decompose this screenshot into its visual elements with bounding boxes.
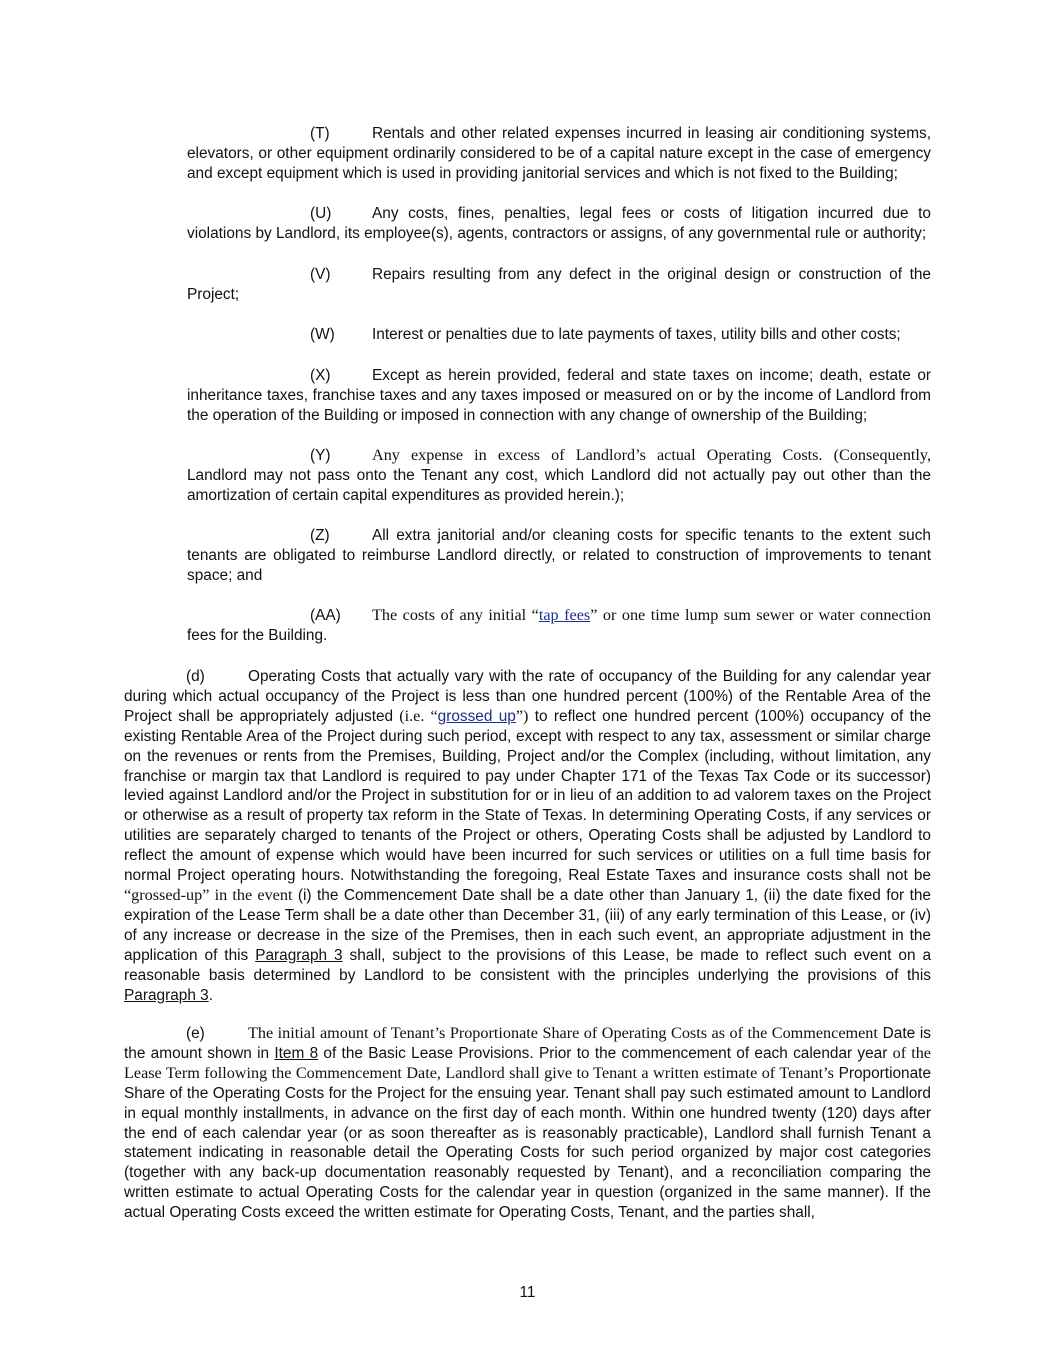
- paragraph-e-text-b: Date is the amount shown in: [124, 1025, 932, 1062]
- item-8-reference[interactable]: Item 8: [274, 1044, 319, 1062]
- page-number: 11: [519, 1284, 536, 1301]
- item-v-text: Repairs resulting from any defect in the original design or construction of the Project;: [187, 266, 931, 303]
- tap-fees-link[interactable]: tap fees: [538, 606, 591, 624]
- item-z-label: (Z): [310, 527, 330, 544]
- item-y-label: (Y): [310, 447, 331, 464]
- paragraph-d-text-f: (i) the Commencement Date shall be a date other than January 1, (ii) the date fixed for the expiration of the Lease Term shall be a date other than December 31, (iii) of any early termination of this Lease, or (iv) of any increase or decrease in the size of the Premises, then in each such event, an appropriate adjustment in the application of this: [124, 886, 931, 964]
- paragraph-3-reference[interactable]: Paragraph 3: [255, 946, 343, 964]
- item-z-text: All extra janitorial and/or cleaning costs for specific tenants to the extent such tenants are obligated to reimburse Landlord directly, or related to construction of improvements to tenant space; and: [187, 527, 931, 584]
- paragraph-e: [124, 1024, 931, 1223]
- item-t: [187, 124, 931, 184]
- item-aa-text-b: ” or one time lump sum sewer or water connection: [590, 606, 931, 624]
- paragraph-d-text-d: to reflect one hundred percent (100%) occupancy of the existing Rentable Area of the Project during such period, except with respect to any tax, assessment or similar charge on the revenues or rents from the Premises, Building, Project and/or the Complex (including, without limitation, any franchise or margin tax that Landlord is required to pay under Chapter 171 of the Texas Tax Code or its successor) levied against Landlord and/or the Project in substitution for or in lieu of an addition to ad valorem taxes on the Project or otherwise as a result of property tax reform in the State of Texas. In determining Operating Costs, if any services or utilities are separately charged to tenants of the Project or others, Operating Costs shall be adjusted by Landlord to reflect the amount of expense which would have been incurred for such services or utilities on a full time basis for normal Project operating hours. Notwithstanding the foregoing, Real Estate Taxes and insurance costs shall not be: [124, 707, 931, 885]
- item-y: [187, 446, 931, 506]
- paragraph-d-text-b: (i.e. “: [393, 706, 438, 725]
- paragraph-e-label: (e): [186, 1025, 205, 1042]
- paragraph-d-text-g: shall, subject to the provisions of this Lease, be made to reflect such event on a reasonable basis determined by Landlord to be consistent with the principles underlying the provisions of this: [124, 946, 932, 984]
- paragraph-e-text-a: The initial amount of Tenant’s Proportionate Share of Operating Costs as of the Commencement: [248, 1024, 878, 1042]
- item-w: [187, 325, 931, 345]
- paragraph-d-text-e: “grossed-up” in the event: [124, 885, 293, 904]
- item-u-label: (U): [310, 205, 332, 222]
- paragraph-d-text-a: Operating Costs that actually vary with the rate of occupancy of the Building for any calendar year during which actual occupancy of the Project is less than one hundred percent (100%) of the Rentable Area of the Project shall be appropriately adjusted: [124, 668, 931, 725]
- item-u: [187, 204, 931, 244]
- item-v-label: (V): [310, 266, 331, 283]
- item-u-text: Any costs, fines, penalties, legal fees or costs of litigation incurred due to violations by Landlord, its employee(s), agents, contractors or assigns, of any governmental rule or authority;: [187, 205, 931, 242]
- item-y-text-serif: Any expense in excess of Landlord’s actual Operating Costs. (Consequently,: [372, 446, 931, 464]
- item-x: [187, 366, 931, 426]
- paragraph-d: [124, 667, 931, 1005]
- item-t-text: Rentals and other related expenses incurred in leasing air conditioning systems, elevators, or other equipment ordinarily considered to be of a capital nature except in the case of emergency and except equipment which is used in providing janitorial services and which is not fixed to the Building;: [187, 125, 931, 182]
- paragraph-e-text-d: of the Lease Term following the Commencement Date, Landlord shall give to Tenant a written estimate of Tenant’s: [124, 1043, 931, 1082]
- item-aa-text-a: The costs of any initial “: [372, 606, 539, 624]
- paragraph-d-label: (d): [186, 668, 205, 685]
- item-w-text: Interest or penalties due to late payments of taxes, utility bills and other costs;: [372, 326, 901, 343]
- paragraph-d-text-c: ”): [515, 706, 529, 725]
- item-aa-text-c: fees for the Building.: [187, 626, 328, 644]
- item-t-label: (T): [310, 125, 330, 142]
- item-y-text: Landlord may not pass onto the Tenant any cost, which Landlord did not actually pay out other than the amortization of certain capital expenditures as provided herein.);: [187, 466, 931, 504]
- paragraph-d-text-h: .: [208, 986, 213, 1004]
- paragraph-e-text-e: Proportionate Share of the Operating Costs for the Project for the ensuing year. Tenant shall pay such estimated amount to Landlord in equal monthly installments, in advance on the first day of each month. Within one hundred twenty (120) days after the end of each calendar year (or as soon thereafter as is reasonably practicable), Landlord shall furnish Tenant a statement indicating in reasonable detail the Operating Costs for such period organized by major cost categories (together with any back-up documentation reasonably requested by Tenant), and a reconciliation comparing the written estimate to actual Operating Costs for the calendar year in question (organized in the same manner). If the actual Operating Costs exceed the written estimate for Operating Costs, Tenant, and the parties shall,: [124, 1064, 932, 1222]
- item-x-text: Except as herein provided, federal and state taxes on income; death, estate or inheritance taxes, franchise taxes and any taxes imposed or measured on or by the income of Landlord from the operation of the Building or imposed in connection with any change of ownership of the Building;: [187, 367, 931, 424]
- item-x-label: (X): [310, 367, 331, 384]
- item-z: [187, 526, 931, 586]
- item-aa: [187, 606, 931, 646]
- paragraph-3-reference-2[interactable]: Paragraph 3: [124, 986, 209, 1004]
- item-w-label: (W): [310, 326, 335, 343]
- paragraph-e-text-c: of the Basic Lease Provisions. Prior to the commencement of each calendar year: [318, 1044, 893, 1062]
- grossed-up-link[interactable]: grossed up: [437, 707, 516, 725]
- item-v: [187, 265, 931, 305]
- item-aa-label: (AA): [310, 607, 341, 624]
